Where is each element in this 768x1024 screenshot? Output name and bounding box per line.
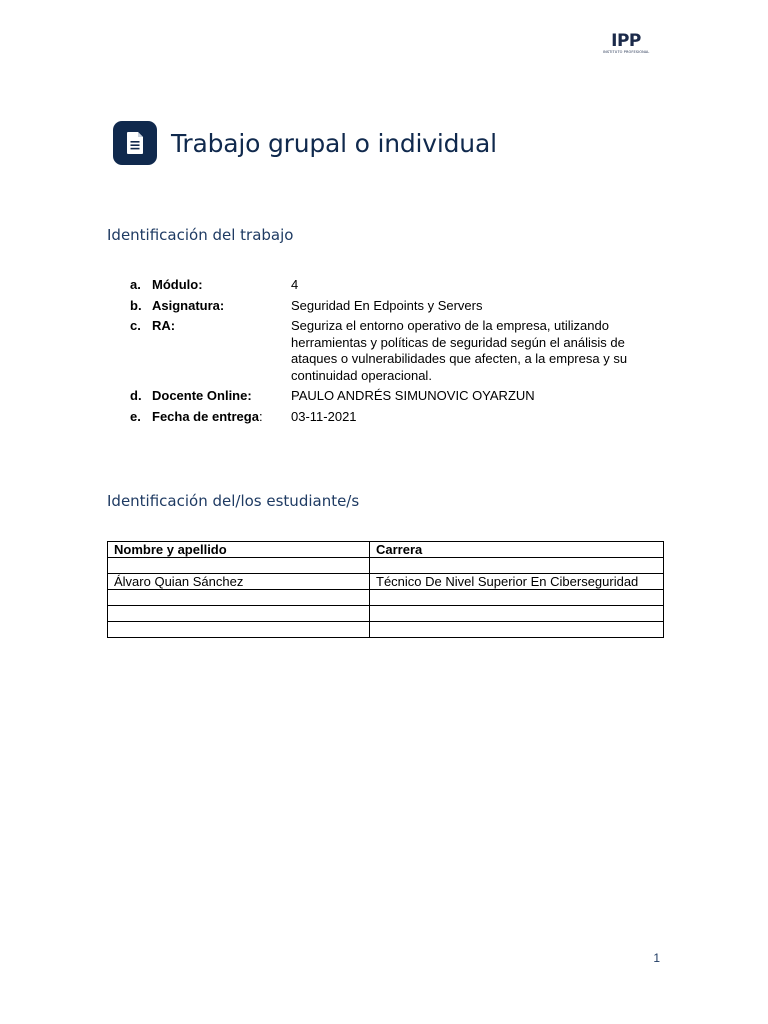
info-row-ra	[130, 318, 670, 384]
list-marker: e.	[130, 408, 141, 424]
students-table	[107, 541, 664, 638]
page-number: 1	[653, 951, 660, 965]
ipp-logo	[603, 32, 649, 55]
table-row	[108, 590, 664, 606]
list-marker: c.	[130, 318, 141, 333]
column-header-name: Nombre y apellido	[108, 542, 370, 558]
info-row-subject	[130, 298, 670, 315]
section-heading-work: Identificación del trabajo	[107, 226, 294, 244]
title-block	[113, 120, 497, 166]
info-label: RA:	[152, 318, 176, 333]
table-row	[108, 574, 664, 590]
work-info-list	[130, 277, 670, 429]
info-value-subject: Seguridad En Edpoints y Servers	[291, 297, 483, 313]
table-cell	[108, 606, 370, 622]
table-row	[108, 606, 664, 622]
table-row	[108, 558, 664, 574]
table-row	[108, 622, 664, 638]
table-cell	[108, 622, 370, 638]
info-label: Docente Online:	[152, 388, 252, 403]
info-value-module: 4	[291, 277, 299, 292]
table-cell	[370, 558, 664, 574]
logo-text: IPP	[611, 31, 641, 51]
page-title: Trabajo grupal o individual	[171, 128, 497, 158]
info-row-teacher	[130, 388, 670, 405]
table-cell: Técnico De Nivel Superior En Ciberseguridad	[370, 574, 664, 590]
list-marker: d.	[130, 388, 142, 403]
table-header-row	[108, 542, 664, 558]
logo-subtext: INSTITUTO PROFESIONAL	[603, 50, 650, 54]
list-marker: b.	[130, 297, 142, 313]
table-cell	[108, 590, 370, 606]
column-header-career: Carrera	[370, 542, 664, 558]
info-value-ra: Seguriza el entorno operativo de la empresa, utilizando herramientas y políticas de seguridad según el análisis de ataques o vulnerabilidades que afecten, a la empresa y su continuidad operacional.	[291, 318, 628, 383]
info-value-teacher: PAULO ANDRÉS SIMUNOVIC OYARZUN	[291, 388, 535, 403]
section-heading-students: Identificación del/los estudiante/s	[107, 492, 360, 510]
info-label: Módulo:	[152, 277, 203, 292]
info-row-module	[130, 277, 670, 294]
info-label: Fecha de entrega:	[152, 408, 263, 424]
info-row-due-date	[130, 409, 670, 426]
table-cell	[370, 622, 664, 638]
table-cell	[370, 590, 664, 606]
info-label: Asignatura:	[152, 297, 225, 313]
info-value-due-date: 03-11-2021	[291, 408, 357, 424]
table-cell	[370, 606, 664, 622]
table-cell	[108, 558, 370, 574]
document-icon	[113, 121, 157, 165]
list-marker: a.	[130, 277, 141, 292]
table-cell: Álvaro Quian Sánchez	[108, 574, 370, 590]
